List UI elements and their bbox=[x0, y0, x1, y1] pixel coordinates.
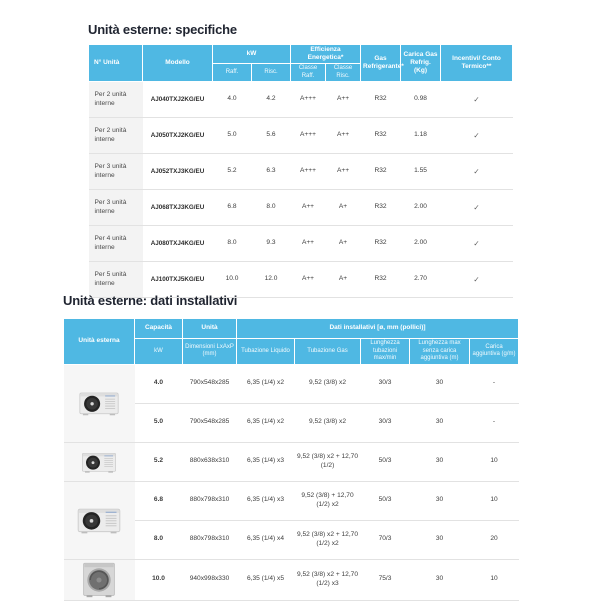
cell-kw-raff: 6.8 bbox=[213, 190, 252, 226]
col-header-dimensioni: Dimensioni LxAxP (mm) bbox=[183, 339, 237, 365]
cell-capacita: 10.0 bbox=[135, 559, 183, 600]
cell-lunghezza-max: 30 bbox=[410, 520, 470, 559]
cell-capacita: 8.0 bbox=[135, 520, 183, 559]
cell-modello: AJ052TXJ3KG/EU bbox=[143, 154, 213, 190]
cell-classe-risc: A++ bbox=[326, 118, 361, 154]
col-header-kw-risc: Risc. bbox=[252, 64, 291, 82]
col-group-kw: kW bbox=[213, 45, 291, 64]
col-group-dati-installativi: Dati installativi [ø, mm (pollici)] bbox=[237, 319, 519, 339]
cell-capacita: 5.0 bbox=[135, 403, 183, 442]
cell-carica-aggiuntiva: 10 bbox=[470, 481, 519, 520]
cell-kw-risc: 6.3 bbox=[252, 154, 291, 190]
col-group-capacita: Capacità bbox=[135, 319, 183, 339]
cell-classe-risc: A+ bbox=[326, 226, 361, 262]
cell-lunghezza-max: 30 bbox=[410, 364, 470, 403]
cell-kw-raff: 4.0 bbox=[213, 82, 252, 118]
checkmark-icon: ✓ bbox=[441, 226, 513, 262]
outdoor-unit-large-photo bbox=[77, 561, 121, 599]
cell-lunghezza-max: 30 bbox=[410, 403, 470, 442]
outdoor-unit-photo bbox=[79, 448, 119, 476]
cell-modello: AJ068TXJ3KG/EU bbox=[143, 190, 213, 226]
cell-liquido: 6,35 (1/4) x4 bbox=[237, 520, 295, 559]
cell-gas: R32 bbox=[361, 82, 401, 118]
cell-gas: R32 bbox=[361, 190, 401, 226]
cell-lunghezza-max: 30 bbox=[410, 481, 470, 520]
cell-classe-risc: A+ bbox=[326, 190, 361, 226]
cell-kw-risc: 8.0 bbox=[252, 190, 291, 226]
section2-title: Unità esterne: dati installativi bbox=[63, 293, 238, 308]
cell-modello: AJ050TXJ2KG/EU bbox=[143, 118, 213, 154]
cell-n-unita: Per 4 unità interne bbox=[89, 226, 143, 262]
cell-dimensioni: 790x548x285 bbox=[183, 364, 237, 403]
outdoor-unit-photo-cell bbox=[64, 364, 135, 442]
table-row bbox=[64, 364, 519, 403]
cell-liquido: 6,35 (1/4) x3 bbox=[237, 442, 295, 481]
col-header-n-unita: N° Unità bbox=[89, 45, 143, 82]
cell-gas: 9,52 (3/8) x2 bbox=[295, 364, 361, 403]
cell-modello: AJ100TXJ5KG/EU bbox=[143, 262, 213, 298]
table-row bbox=[64, 559, 519, 600]
cell-modello: AJ080TXJ4KG/EU bbox=[143, 226, 213, 262]
cell-gas: 9,52 (3/8) x2 + 12,70 (1/2) x2 bbox=[295, 520, 361, 559]
cell-gas: R32 bbox=[361, 118, 401, 154]
cell-carica: 2.70 bbox=[401, 262, 441, 298]
col-header-classe-raff: Classe Raff. bbox=[291, 64, 326, 82]
cell-carica: 2.00 bbox=[401, 190, 441, 226]
cell-dimensioni: 790x548x285 bbox=[183, 403, 237, 442]
installation-table bbox=[63, 318, 519, 601]
cell-carica: 2.00 bbox=[401, 226, 441, 262]
cell-classe-raff: A++ bbox=[291, 262, 326, 298]
cell-lunghezza: 30/3 bbox=[361, 403, 410, 442]
section1-title: Unità esterne: specifiche bbox=[88, 22, 237, 37]
col-group-efficienza: Efficienza Energetica* bbox=[291, 45, 361, 64]
cell-carica: 0.98 bbox=[401, 82, 441, 118]
cell-liquido: 6,35 (1/4) x2 bbox=[237, 403, 295, 442]
outdoor-unit-photo-cell bbox=[64, 442, 135, 481]
specs-header-row-1 bbox=[89, 45, 513, 64]
cell-kw-risc: 5.6 bbox=[252, 118, 291, 154]
col-header-tubazione-gas: Tubazione Gas bbox=[295, 339, 361, 365]
col-header-gas-refrigerante: Gas Refrigerante* bbox=[361, 45, 401, 82]
cell-n-unita: Per 5 unità interne bbox=[89, 262, 143, 298]
cell-classe-risc: A++ bbox=[326, 82, 361, 118]
cell-lunghezza-max: 30 bbox=[410, 559, 470, 600]
col-header-carica-aggiuntiva: Carica aggiuntiva (g/m) bbox=[470, 339, 519, 365]
cell-gas: R32 bbox=[361, 226, 401, 262]
cell-lunghezza: 50/3 bbox=[361, 442, 410, 481]
col-group-unita: Unità bbox=[183, 319, 237, 339]
cell-n-unita: Per 3 unità interne bbox=[89, 154, 143, 190]
checkmark-icon: ✓ bbox=[441, 82, 513, 118]
cell-dimensioni: 940x998x330 bbox=[183, 559, 237, 600]
cell-modello: AJ040TXJ2KG/EU bbox=[143, 82, 213, 118]
cell-dimensioni: 880x798x310 bbox=[183, 481, 237, 520]
cell-lunghezza: 75/3 bbox=[361, 559, 410, 600]
cell-classe-raff: A+++ bbox=[291, 154, 326, 190]
checkmark-icon: ✓ bbox=[441, 190, 513, 226]
cell-carica-aggiuntiva: 10 bbox=[470, 442, 519, 481]
cell-gas: 9,52 (3/8) x2 bbox=[295, 403, 361, 442]
table-row bbox=[64, 442, 519, 481]
cell-n-unita: Per 2 unità interne bbox=[89, 82, 143, 118]
checkmark-icon: ✓ bbox=[441, 118, 513, 154]
cell-kw-raff: 8.0 bbox=[213, 226, 252, 262]
cell-carica: 1.18 bbox=[401, 118, 441, 154]
cell-liquido: 6,35 (1/4) x5 bbox=[237, 559, 295, 600]
cell-n-unita: Per 3 unità interne bbox=[89, 190, 143, 226]
table-row bbox=[89, 190, 513, 226]
cell-lunghezza: 50/3 bbox=[361, 481, 410, 520]
cell-classe-raff: A++ bbox=[291, 190, 326, 226]
cell-n-unita: Per 2 unità interne bbox=[89, 118, 143, 154]
outdoor-unit-photo bbox=[74, 503, 124, 537]
col-header-tubazione-liquido: Tubazione Liquido bbox=[237, 339, 295, 365]
cell-gas: 9,52 (3/8) x2 + 12,70 (1/2) bbox=[295, 442, 361, 481]
col-header-lunghezza-tubazioni: Lunghezza tubazioni max/min bbox=[361, 339, 410, 365]
cell-carica-aggiuntiva: 10 bbox=[470, 559, 519, 600]
cell-classe-risc: A++ bbox=[326, 154, 361, 190]
cell-capacita: 5.2 bbox=[135, 442, 183, 481]
cell-classe-raff: A+++ bbox=[291, 82, 326, 118]
cell-carica-aggiuntiva: 20 bbox=[470, 520, 519, 559]
cell-gas: 9,52 (3/8) x2 + 12,70 (1/2) x3 bbox=[295, 559, 361, 600]
cell-lunghezza: 70/3 bbox=[361, 520, 410, 559]
col-header-carica-gas: Carica Gas Refrig. (Kg) bbox=[401, 45, 441, 82]
cell-kw-risc: 9.3 bbox=[252, 226, 291, 262]
install-header-row-1 bbox=[64, 319, 519, 339]
cell-capacita: 4.0 bbox=[135, 364, 183, 403]
cell-gas: 9,52 (3/8) + 12,70 (1/2) x2 bbox=[295, 481, 361, 520]
table-row bbox=[89, 82, 513, 118]
cell-capacita: 6.8 bbox=[135, 481, 183, 520]
col-header-incentivi: Incentivi/ Conto Termico** bbox=[441, 45, 513, 82]
cell-lunghezza-max: 30 bbox=[410, 442, 470, 481]
col-header-classe-risc: Classe Risc. bbox=[326, 64, 361, 82]
cell-classe-raff: A+++ bbox=[291, 118, 326, 154]
table-row bbox=[64, 481, 519, 520]
col-header-lunghezza-max: Lunghezza max senza carica aggiuntiva (m) bbox=[410, 339, 470, 365]
cell-kw-risc: 12.0 bbox=[252, 262, 291, 298]
cell-liquido: 6,35 (1/4) x2 bbox=[237, 364, 295, 403]
table-row bbox=[89, 118, 513, 154]
cell-dimensioni: 880x798x310 bbox=[183, 520, 237, 559]
cell-dimensioni: 880x638x310 bbox=[183, 442, 237, 481]
checkmark-icon: ✓ bbox=[441, 154, 513, 190]
cell-liquido: 6,35 (1/4) x3 bbox=[237, 481, 295, 520]
table-row bbox=[89, 226, 513, 262]
col-header-modello: Modello bbox=[143, 45, 213, 82]
cell-kw-raff: 5.2 bbox=[213, 154, 252, 190]
col-header-kw: kW bbox=[135, 339, 183, 365]
cell-gas: R32 bbox=[361, 262, 401, 298]
outdoor-unit-photo-cell bbox=[64, 559, 135, 600]
cell-classe-risc: A+ bbox=[326, 262, 361, 298]
outdoor-unit-photo-cell bbox=[64, 481, 135, 559]
table-row bbox=[89, 154, 513, 190]
cell-kw-raff: 5.0 bbox=[213, 118, 252, 154]
cell-lunghezza: 30/3 bbox=[361, 364, 410, 403]
cell-kw-risc: 4.2 bbox=[252, 82, 291, 118]
outdoor-unit-photo bbox=[76, 387, 122, 419]
cell-carica: 1.55 bbox=[401, 154, 441, 190]
cell-carica-aggiuntiva: - bbox=[470, 403, 519, 442]
checkmark-icon: ✓ bbox=[441, 262, 513, 298]
col-header-unita-esterna: Unità esterna bbox=[64, 319, 135, 365]
col-header-kw-raff: Raff. bbox=[213, 64, 252, 82]
cell-gas: R32 bbox=[361, 154, 401, 190]
specs-table bbox=[88, 44, 513, 298]
cell-carica-aggiuntiva: - bbox=[470, 364, 519, 403]
cell-kw-raff: 10.0 bbox=[213, 262, 252, 298]
cell-classe-raff: A++ bbox=[291, 226, 326, 262]
